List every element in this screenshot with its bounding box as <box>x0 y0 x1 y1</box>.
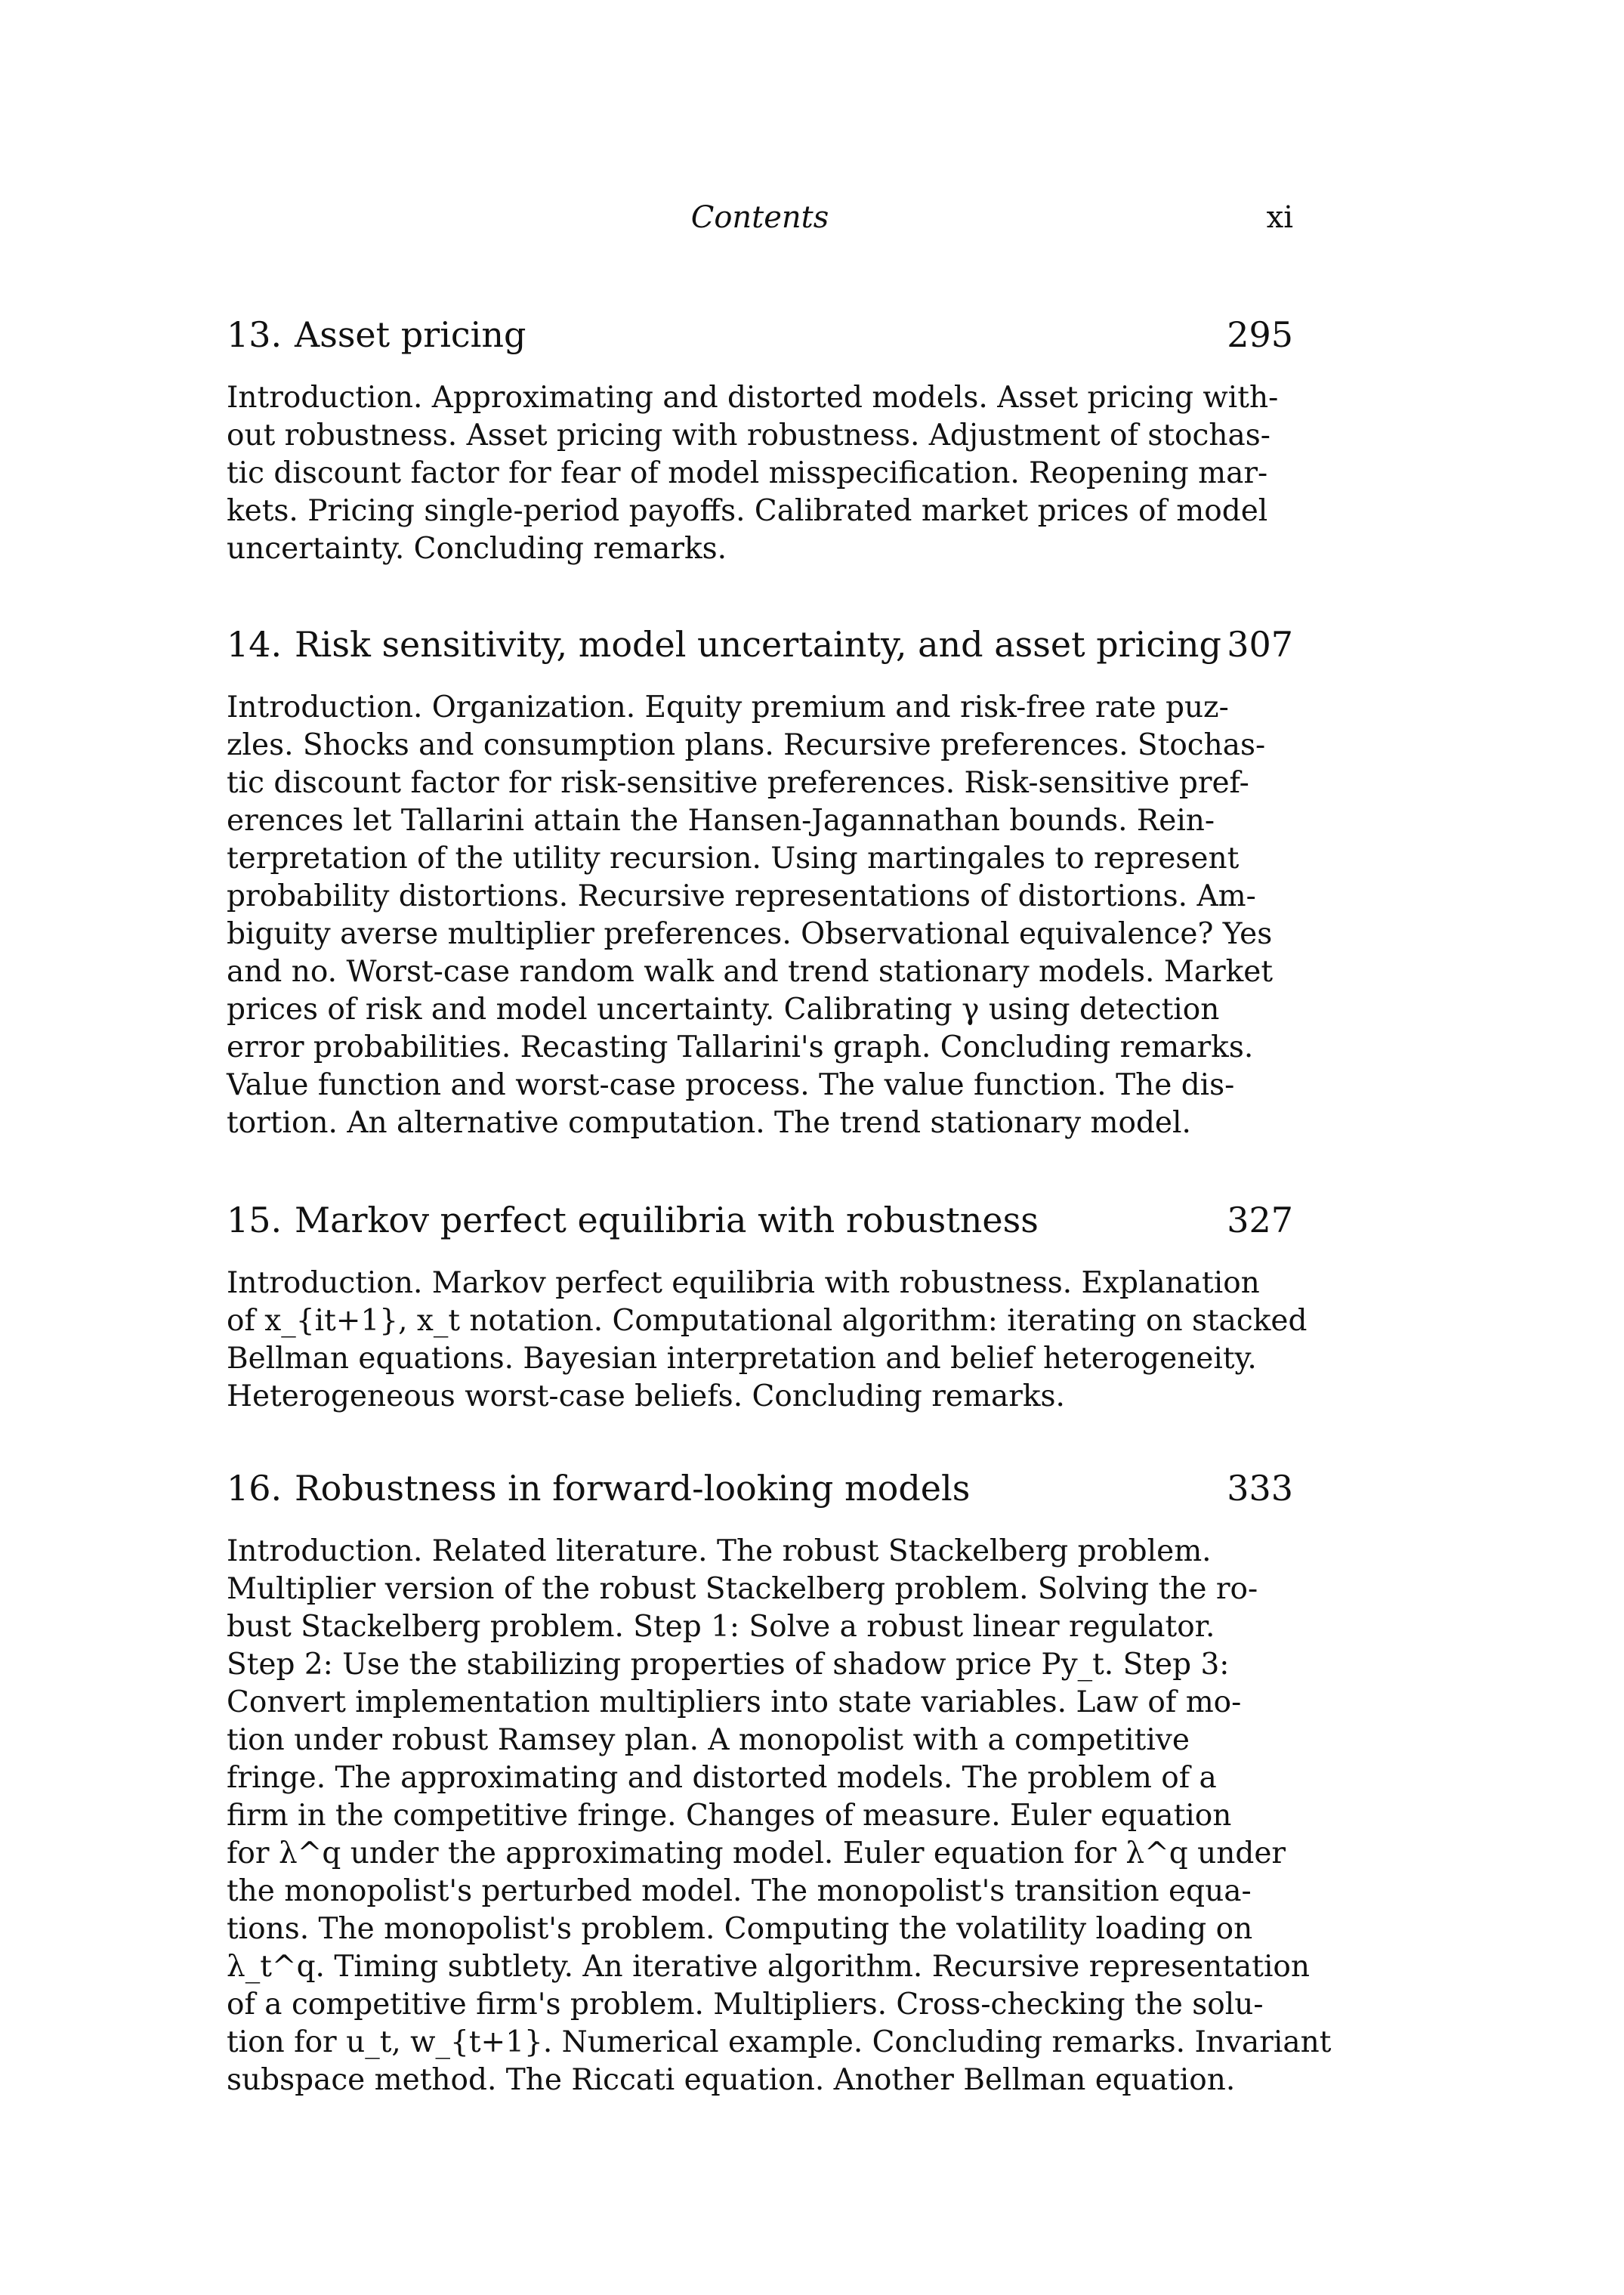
chapter-title: Robustness in forward-looking models <box>295 1468 971 1509</box>
summary-line: Introduction. Markov perfect equilibria with robustness. Explanation <box>227 1266 1260 1300</box>
toc-entry-chapter-15 <box>227 1194 1308 1416</box>
summary-line: Introduction. Approximating and distorted models. Asset pricing with- <box>227 381 1279 415</box>
page-header <box>227 195 1293 240</box>
page-number: xi <box>1266 200 1293 235</box>
chapter-number: 14. <box>227 624 283 665</box>
chapter-summary <box>227 379 1279 568</box>
chapter-number: 16. <box>227 1468 283 1509</box>
running-head: Contents <box>690 200 829 235</box>
summary-line: λ_t^q. Timing subtlety. An iterative algorithm. Recursive representation <box>227 1950 1311 1984</box>
summary-line: tortion. An alternative computation. The trend stationary model. <box>227 1106 1191 1140</box>
chapter-summary <box>227 689 1274 1142</box>
chapter-heading <box>227 1194 1293 1246</box>
summary-line: Step 2: Use the stabilizing properties of shadow price Py_t. Step 3: <box>227 1648 1230 1682</box>
summary-line: of x_{it+1}, x_t notation. Computational algorithm: iterating on stacked <box>227 1304 1308 1338</box>
chapter-heading <box>227 308 1293 361</box>
chapter-page-number: 327 <box>1227 1200 1293 1240</box>
chapter-summary <box>227 1265 1308 1416</box>
chapter-number: 13. <box>227 314 283 355</box>
summary-line: Introduction. Organization. Equity premium and risk-free rate puz- <box>227 690 1229 724</box>
summary-line: the monopolist's perturbed model. The monopolist's transition equa- <box>227 1874 1252 1908</box>
chapter-title: Asset pricing <box>295 314 526 355</box>
summary-line: terpretation of the utility recursion. Using martingales to represent <box>227 842 1240 876</box>
summary-line: probability distortions. Recursive representations of distortions. Am- <box>227 879 1256 913</box>
summary-line: biguity averse multiplier preferences. Observational equivalence? Yes <box>227 917 1273 951</box>
summary-line: fringe. The approximating and distorted models. The problem of a <box>227 1761 1217 1795</box>
summary-line: erences let Tallarini attain the Hansen-Jagannathan bounds. Rein- <box>227 804 1215 838</box>
summary-line: Convert implementation multipliers into state variables. Law of mo- <box>227 1685 1242 1719</box>
toc-entry-chapter-13 <box>227 308 1293 568</box>
summary-line: prices of risk and model uncertainty. Calibrating γ using detection <box>227 993 1220 1027</box>
summary-line: of a competitive firm's problem. Multipliers. Cross-checking the solu- <box>227 1988 1264 2022</box>
chapter-page-number: 307 <box>1227 624 1293 665</box>
summary-line: tic discount factor for risk-sensitive preferences. Risk-sensitive pref- <box>227 766 1249 800</box>
summary-line: Value function and worst-case process. The value function. The dis- <box>227 1068 1235 1102</box>
toc-entry-chapter-16 <box>227 1462 1332 2099</box>
summary-line: error probabilities. Recasting Tallarini's graph. Concluding remarks. <box>227 1030 1254 1064</box>
chapter-heading <box>227 618 1293 671</box>
summary-line: tic discount factor for fear of model misspecification. Reopening mar- <box>227 456 1268 490</box>
summary-line: Heterogeneous worst-case beliefs. Concluding remarks. <box>227 1379 1065 1413</box>
summary-line: and no. Worst-case random walk and trend stationary models. Market <box>227 955 1274 989</box>
toc-entry-chapter-14 <box>227 618 1293 1142</box>
chapter-title: Markov perfect equilibria with robustness <box>295 1200 1039 1240</box>
chapter-title: Risk sensitivity, model uncertainty, and asset pricing <box>295 624 1221 665</box>
chapter-summary <box>227 1533 1332 2099</box>
summary-line: for λ^q under the approximating model. Euler equation for λ^q under <box>227 1836 1286 1870</box>
summary-line: tion for u_t, w_{t+1}. Numerical example. Concluding remarks. Invariant <box>227 2025 1332 2059</box>
summary-line: bust Stackelberg problem. Step 1: Solve a robust linear regulator. <box>227 1610 1215 1644</box>
summary-line: zles. Shocks and consumption plans. Recursive preferences. Stochas- <box>227 728 1266 762</box>
summary-line: kets. Pricing single-period payoffs. Calibrated market prices of model <box>227 494 1268 528</box>
chapter-heading <box>227 1462 1293 1515</box>
summary-line: uncertainty. Concluding remarks. <box>227 532 727 566</box>
summary-line: Bellman equations. Bayesian interpretation and belief heterogeneity. <box>227 1342 1257 1376</box>
summary-line: firm in the competitive fringe. Changes of measure. Euler equation <box>227 1799 1232 1833</box>
chapter-page-number: 295 <box>1227 314 1293 355</box>
summary-line: out robustness. Asset pricing with robustness. Adjustment of stochas- <box>227 419 1270 453</box>
summary-line: Introduction. Related literature. The robust Stackelberg problem. <box>227 1534 1212 1568</box>
summary-line: tion under robust Ramsey plan. A monopolist with a competitive <box>227 1723 1190 1757</box>
chapter-page-number: 333 <box>1227 1468 1293 1509</box>
summary-line: tions. The monopolist's problem. Computing the volatility loading on <box>227 1912 1253 1946</box>
summary-line: subspace method. The Riccati equation. Another Bellman equation. <box>227 2063 1236 2097</box>
summary-line: Multiplier version of the robust Stackelberg problem. Solving the ro- <box>227 1572 1258 1606</box>
chapter-number: 15. <box>227 1200 283 1240</box>
